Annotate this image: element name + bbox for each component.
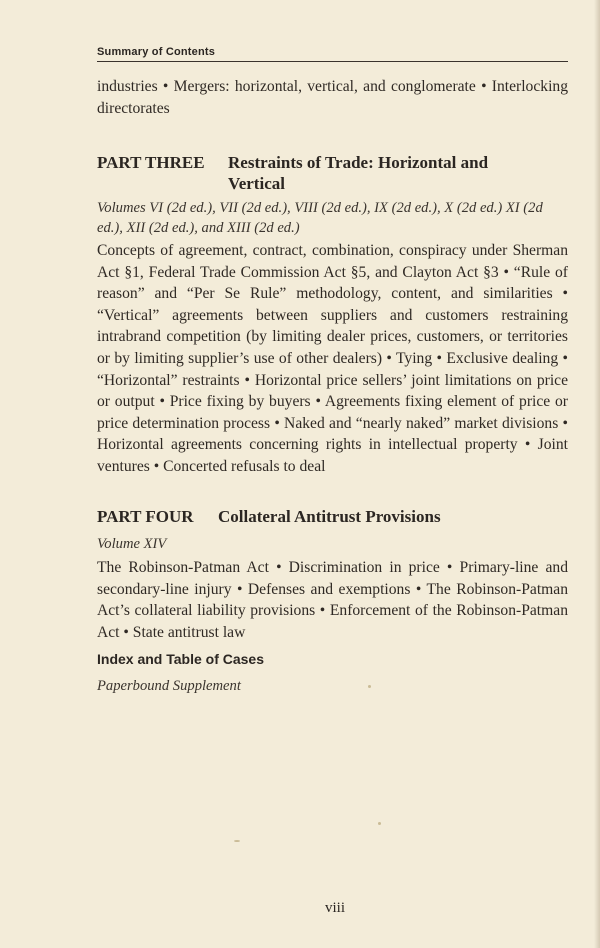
- page-edge-shadow: [594, 0, 600, 948]
- paper-speck: [378, 822, 381, 825]
- part-three-heading: [97, 152, 568, 194]
- part-four-body: The Robinson-Patman Act • Discrimination in price • Primary-line and secondary-line injury • Defenses and exemptions • The Robinson-Patman Act’s collateral liability provisions • Enforcement of the Robinson-Patman Act • State antitrust law: [97, 559, 568, 641]
- part-three-number: PART THREE: [97, 153, 205, 172]
- part-four-heading: [97, 506, 568, 527]
- page-number: viii: [324, 900, 345, 916]
- paper-speck: [368, 685, 371, 688]
- part-four-title: Collateral Antitrust Provisions: [218, 507, 441, 526]
- header-rule: [97, 61, 568, 62]
- part-three-body: Concepts of agreement, contract, combination, conspiracy under Sherman Act §1, Federal Trade Commission Act §5, and Clayton Act §3 • “Rule of reason” and “Per Se Rule” methodology, content, and similarities • “Vertical” agreements between suppliers and customers restraining intrabrand competition (by limiting dealer prices, customers, or territories or by limiting supplier’s use of other dealers) • Tying • Exclusive dealing • “Horizontal” restraints • Horizontal price sellers’ joint limitations on price or output • Price fixing by buyers • Agreements fixing element of price or price determination process • Naked and “nearly naked” market divisions • Horizontal agreements concerning rights in intellectual property • Joint ventures • Concerted refusals to deal: [97, 242, 568, 475]
- intro-paragraph: industries • Mergers: horizontal, vertical, and conglomerate • Interlocking directorates: [97, 78, 568, 117]
- part-three-title: Restraints of Trade: Horizontal and Vertical: [228, 153, 489, 193]
- part-four-volumes: Volume XIV: [97, 536, 167, 552]
- index-heading: Index and Table of Cases: [97, 651, 265, 667]
- paper-speck: [234, 840, 240, 842]
- part-three-volumes: Volumes VI (2d ed.), VII (2d ed.), VIII (2d ed.), IX (2d ed.), X (2d ed.) XI (2d ed.), XII (2d ed.), and XIII (2d ed.): [97, 200, 543, 236]
- paperbound-supplement: Paperbound Supplement: [97, 678, 241, 694]
- part-four-number: PART FOUR: [97, 507, 194, 526]
- running-head: Summary of Contents: [97, 46, 216, 58]
